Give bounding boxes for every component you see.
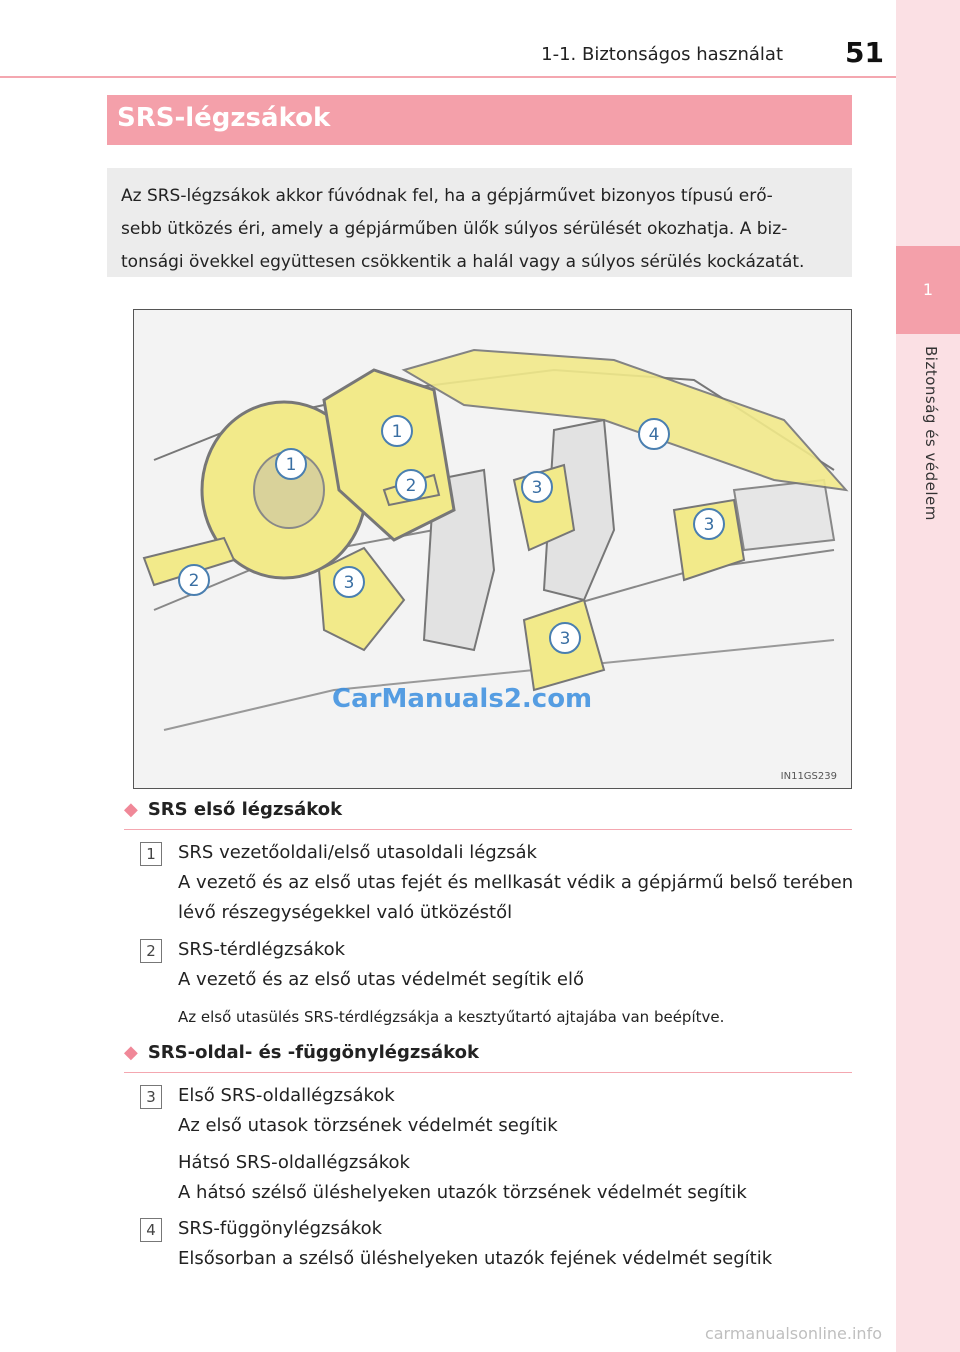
callout-2b: 2 — [188, 571, 200, 591]
item-number: 4 — [140, 1218, 162, 1242]
item-line: Elsősorban a szélső üléshelyeken utazók fejének védelmét segítik — [178, 1248, 773, 1269]
footer-watermark[interactable]: carmanualsonline.info — [704, 1324, 882, 1343]
airbag-figure — [133, 309, 852, 789]
callout-3c: 3 — [703, 515, 715, 535]
item-line: lévő részegységekkel való ütközéstől — [178, 902, 513, 923]
side-tab — [896, 0, 960, 1352]
figure-code: IN11GS239 — [780, 771, 837, 782]
callout-3d: 3 — [559, 629, 571, 649]
item-note: Az első utasülés SRS-térdlégzsákja a kesztyűtartó ajtajába van beépítve. — [178, 1008, 725, 1026]
callout-3a: 3 — [531, 478, 543, 498]
intro-box — [107, 168, 852, 277]
group-divider — [124, 1072, 852, 1073]
diamond-icon: ◆ — [124, 799, 138, 820]
item-line: A vezető és az első utas védelmét segítik elő — [178, 969, 585, 990]
intro-text: Az SRS-légzsákok akkor fúvódnak fel, ha a gépjárművet bizonyos típusú erő- sebb ütközés éri, amely a gépjárműben ülők súlyos sérülését okozhatja. A biz- tonsági övekkel együttesen csökkentik a halál vagy a súlyos sérülés kockázatát. — [121, 186, 805, 272]
group-heading-side-curtain-airbags: ◆ SRS-oldal- és -függönylégzsákok — [124, 1042, 479, 1063]
car-interior-illustration — [134, 310, 851, 788]
side-tab-chapter-label: Biztonság és védelem — [922, 346, 940, 521]
item-number: 3 — [140, 1085, 162, 1109]
callout-3b: 3 — [343, 573, 355, 593]
item-line: Hátsó SRS-oldallégzsákok — [178, 1152, 410, 1173]
callout-4: 4 — [648, 425, 660, 445]
group-heading-front-airbags: ◆ SRS első légzsákok — [124, 799, 343, 820]
item-line: Az első utasok törzsének védelmét segítik — [178, 1115, 558, 1136]
item-number: 1 — [140, 842, 162, 866]
chapter-title: 1-1. Biztonságos használat — [541, 44, 783, 65]
section-title: SRS-légzsákok — [117, 103, 331, 133]
item-line: Első SRS-oldallégzsákok — [178, 1085, 395, 1106]
item-number: 2 — [140, 939, 162, 963]
page-number: 51 — [845, 36, 884, 69]
header-divider — [0, 76, 896, 78]
side-tab-chapter-number[interactable]: 1 — [896, 246, 960, 334]
callout-2a: 2 — [405, 476, 417, 496]
figure-watermark: CarManuals2.com — [332, 684, 593, 714]
section-banner — [107, 95, 852, 145]
item-line: A hátsó szélső üléshelyeken utazók törzsének védelmét segítik — [178, 1182, 747, 1203]
diamond-icon: ◆ — [124, 1042, 138, 1063]
item-line: SRS-térdlégzsákok — [178, 939, 346, 960]
callout-1b: 1 — [285, 455, 297, 475]
item-line: SRS-függönylégzsákok — [178, 1218, 383, 1239]
callout-1a: 1 — [391, 422, 403, 442]
item-line: A vezető és az első utas fejét és mellkasát védik a gépjármű belső terében — [178, 872, 854, 893]
item-line: SRS vezetőoldali/első utasoldali légzsák — [178, 842, 537, 863]
group-divider — [124, 829, 852, 830]
